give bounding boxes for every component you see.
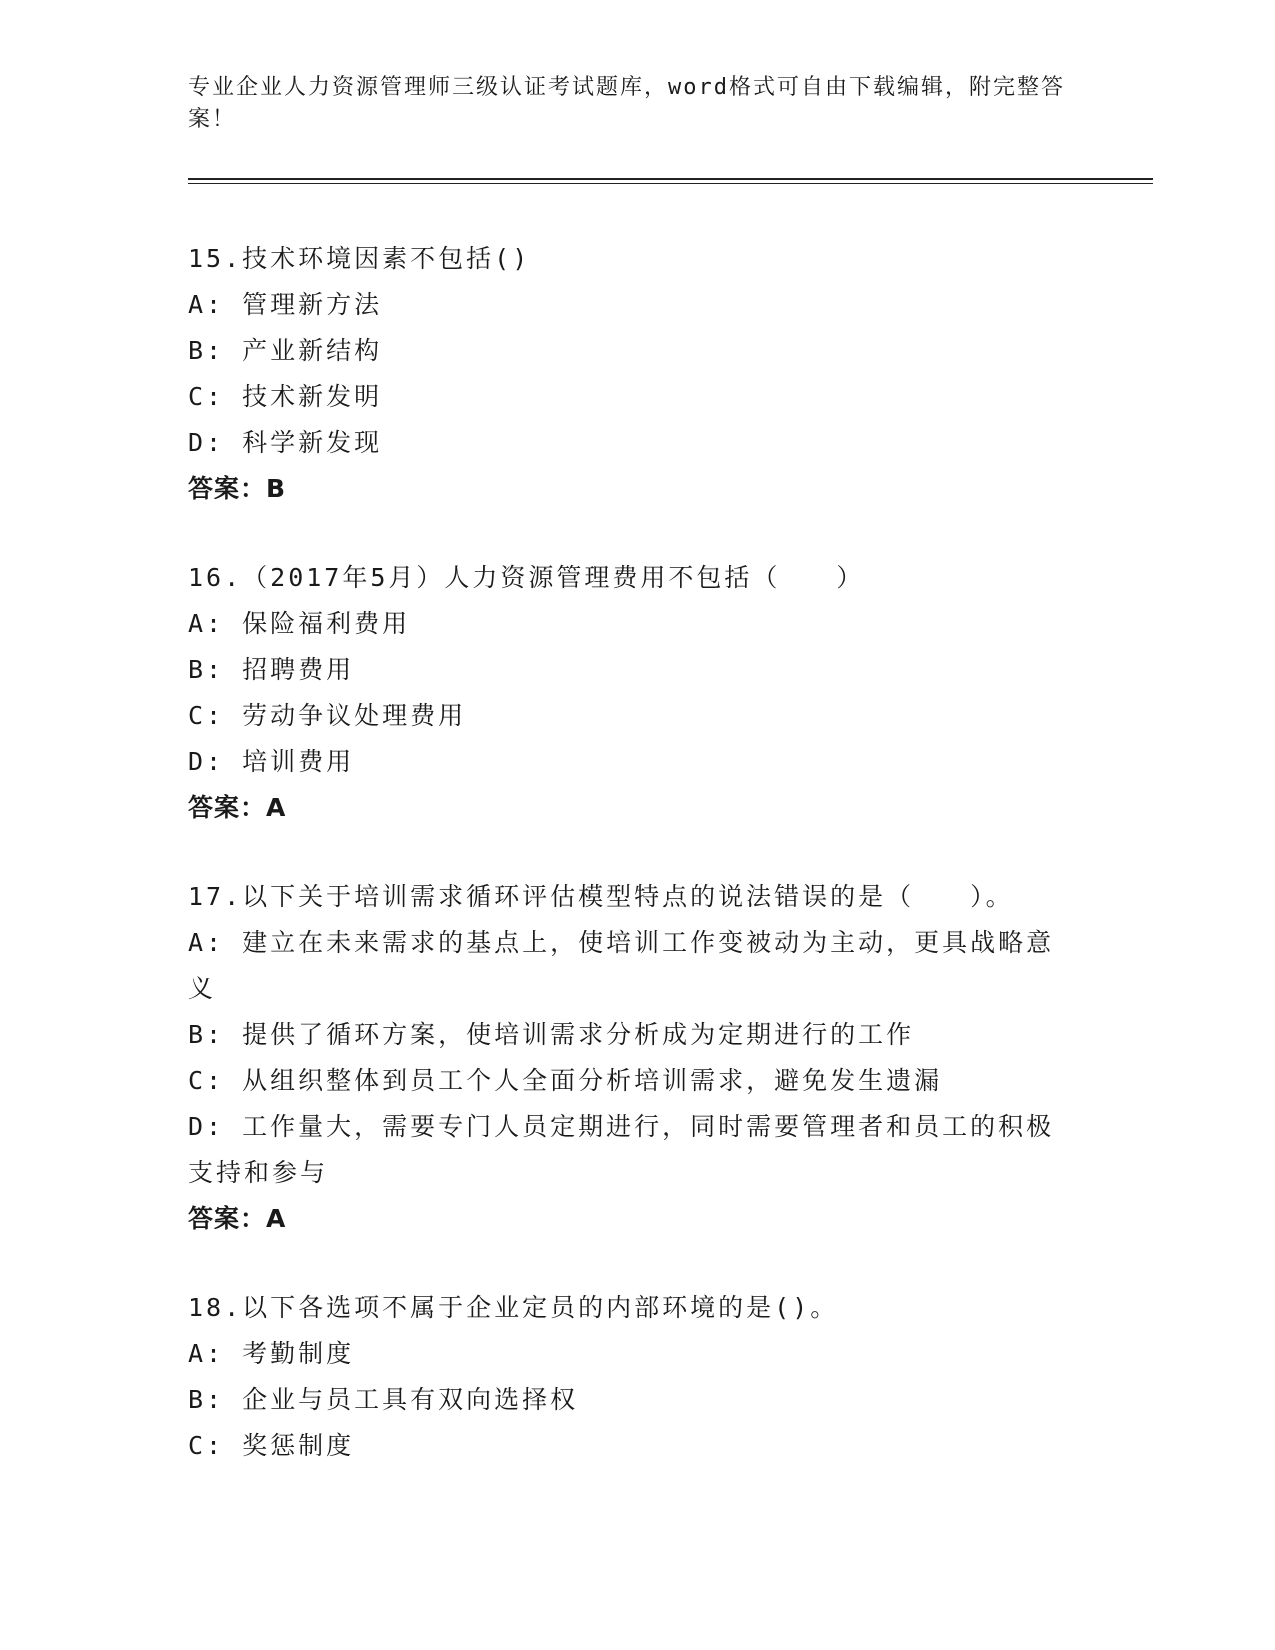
- answer-line: 答案：A: [188, 1204, 287, 1233]
- question-15: [188, 236, 1078, 512]
- option-d: D: 培训费用: [188, 747, 355, 776]
- header-divider-thin: [188, 183, 1153, 184]
- option-c: C: 劳动争议处理费用: [188, 701, 467, 730]
- document-header-intro: 专业企业人力资源管理师三级认证考试题库，word格式可自由下载编辑，附完整答案！: [188, 75, 1065, 132]
- option-c: C: 从组织整体到员工个人全面分析培训需求，避免发生遗漏: [188, 1066, 943, 1095]
- question-stem: 18.以下各选项不属于企业定员的内部环境的是()。: [188, 1293, 839, 1322]
- option-c: C: 技术新发明: [188, 382, 383, 411]
- option-b: B: 企业与员工具有双向选择权: [188, 1385, 579, 1414]
- header-divider-thick: [188, 178, 1153, 180]
- question-stem: 15.技术环境因素不包括(): [188, 244, 531, 273]
- answer-line: 答案：A: [188, 793, 287, 822]
- option-b: B: 产业新结构: [188, 336, 383, 365]
- answer-line: 答案：B: [188, 474, 287, 503]
- option-d: D: 工作量大，需要专门人员定期进行，同时需要管理者和员工的积极支持和参与: [188, 1112, 1055, 1187]
- question-18: [188, 1285, 1078, 1469]
- option-d: D: 科学新发现: [188, 428, 383, 457]
- option-a: A: 考勤制度: [188, 1339, 355, 1368]
- option-a: A: 保险福利费用: [188, 609, 411, 638]
- option-a: A: 管理新方法: [188, 290, 383, 319]
- option-a: A: 建立在未来需求的基点上，使培训工作变被动为主动，更具战略意义: [188, 928, 1055, 1003]
- question-17: [188, 874, 1078, 1242]
- option-b: B: 提供了循环方案，使培训需求分析成为定期进行的工作: [188, 1020, 915, 1049]
- option-b: B: 招聘费用: [188, 655, 355, 684]
- question-stem: 17.以下关于培训需求循环评估模型特点的说法错误的是（ ）。: [188, 882, 1014, 911]
- question-16: [188, 555, 1078, 831]
- question-stem: 16.（2017年5月）人力资源管理费用不包括（ ）: [188, 563, 865, 592]
- option-c: C: 奖惩制度: [188, 1431, 355, 1460]
- question-list: [188, 236, 1078, 1512]
